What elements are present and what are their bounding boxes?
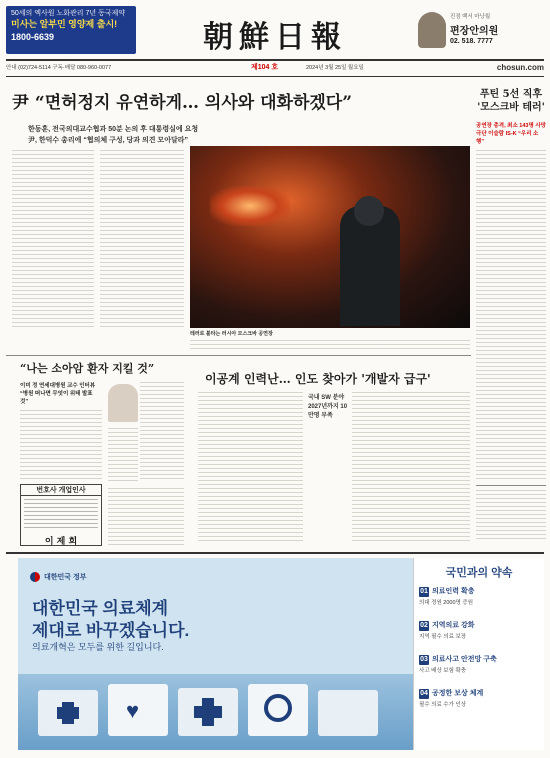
ad-org: 대한민국 정부 [44, 574, 87, 581]
side-headline: 푸틴 5선 직후 '모스크바 테러' [477, 89, 545, 113]
issue-date: 2024년 3월 25일 월요일 [306, 65, 364, 71]
top-rule [6, 59, 544, 61]
heart-icon: ♥ [126, 698, 140, 723]
fortune-phone: 02. 518. 7777 [450, 38, 493, 45]
issue-number: 제104 호 [251, 64, 279, 71]
government-ad[interactable] [18, 558, 413, 750]
info-rule [6, 76, 544, 77]
portrait-photo [418, 12, 446, 48]
promise-heading: 국민과의 약속 [445, 567, 513, 579]
side-story[interactable] [476, 88, 546, 146]
right-column-footer [476, 485, 546, 545]
blocks-area [18, 674, 413, 750]
fortune-name: 편장안의원 [450, 26, 499, 37]
interviewee-photo [108, 384, 138, 422]
promise-title-text: 의료인력 확충 [432, 588, 475, 595]
ad-line-2: 미사는 알부민 영양제 출시! [11, 19, 118, 29]
bottom-rule [6, 552, 544, 554]
ad-line-1: 50세의 엑사원 노화관리 7년 동국제약 [11, 10, 126, 17]
photo-caption-title: 테러로 불타는 러시아 모스크바 공연장 [190, 331, 273, 337]
promise-number: 02 [420, 622, 428, 629]
stethoscope-icon [264, 694, 292, 722]
block-heart [108, 684, 168, 736]
block-medicine [318, 690, 378, 736]
block-medkit [38, 690, 98, 736]
promise-list [414, 584, 544, 720]
newspaper-masthead: 朝鮮日報 [203, 20, 347, 55]
block-stethoscope [248, 684, 308, 736]
side-body [476, 150, 546, 480]
promise-title [419, 655, 539, 665]
side-subhead: 공연장 총격, 최소 143명 사망 극단 이슬람 IS-K “우리 소행” [476, 123, 546, 145]
photo-caption [190, 331, 470, 338]
india-headline[interactable]: 이공계 인력난… 인도 찾아가 '개발자 급구' [205, 372, 431, 386]
ad-headline-1: 대한민국 의료체계 [32, 599, 169, 618]
promise-title [419, 587, 539, 597]
fire-glow [210, 186, 290, 226]
classified-body [24, 499, 98, 531]
promise-item [414, 686, 544, 720]
promise-title-text: 공정한 보상 체계 [432, 690, 484, 697]
info-bar [6, 62, 544, 74]
ad-sub: 의료개혁은 모두를 위한 길입니다. [32, 642, 164, 652]
fortune-ad[interactable] [414, 6, 544, 54]
promise-number: 03 [420, 656, 428, 663]
promise-title-text: 지역의료 강화 [432, 622, 475, 629]
ad-phone: 1800-6639 [11, 32, 55, 42]
photo-caption-lines [190, 340, 470, 350]
promise-number: 04 [420, 690, 428, 697]
promise-desc: 지역 필수 의료 보장 [419, 634, 467, 640]
interview-subhead: 이미 정 연세대병원 교수 인터뷰 “병원 떠나면 무엇이 위태 발표 것” [20, 383, 96, 405]
promise-number: 01 [420, 588, 428, 595]
promise-title [419, 621, 539, 631]
promise-title-text: 의료사고 안전망 구축 [432, 656, 497, 663]
promise-item [414, 652, 544, 686]
main-body-col-2 [100, 150, 184, 330]
interview-body-4 [108, 488, 184, 546]
classified-box[interactable] [20, 484, 102, 546]
main-headline[interactable]: 尹 “면허정지 유연하게… 의사와 대화하겠다” [12, 93, 352, 113]
site-url[interactable]: chosun.com [496, 63, 544, 72]
interview-headline[interactable]: “나는 소아암 환자 지킬 것” [20, 362, 155, 375]
india-body-1 [198, 392, 303, 544]
ad-headline-2: 제대로 바꾸겠습니다. [32, 621, 190, 640]
promise-item [414, 584, 544, 618]
india-body-2 [352, 392, 470, 544]
classified-name: 이 제 희 [44, 537, 78, 547]
cross-horizontal [57, 707, 79, 719]
right-column-footer-body [476, 490, 546, 540]
contact-info: 안내 (02)724-5114 구독·배달 080-960-0077 [6, 65, 112, 71]
promise-title [419, 689, 539, 699]
india-sidebar: 국내 SW 분야 2027년까지 10만명 부족 [308, 395, 348, 419]
interview-body-2 [140, 382, 184, 482]
promise-desc: 사고 배상 보험 확충 [419, 668, 467, 674]
promise-item [414, 618, 544, 652]
taegeuk-icon [30, 572, 40, 582]
mid-rule [6, 355, 471, 356]
main-subhead: 한동훈, 전국의대교수협과 50분 논의 후 대통령실에 요청 尹, 한덕수 총리에 “협의체 구성, 당과 의견 모아달라” [28, 126, 199, 144]
classified-title: 번호사 개업인사 [21, 485, 101, 496]
main-photo[interactable] [190, 146, 470, 328]
fortune-caption: 진점 백서 마낭월 [450, 14, 491, 20]
plus-horizontal [194, 706, 222, 718]
interview-body-1 [20, 410, 102, 480]
promise-desc: 필수 의료 수가 인상 [419, 702, 467, 708]
interview-body-3 [108, 428, 138, 482]
top-left-ad[interactable] [6, 6, 136, 54]
main-body-col-1 [12, 150, 94, 330]
helmet-shape [354, 196, 384, 226]
promise-panel[interactable] [413, 558, 544, 750]
block-plus [178, 688, 238, 736]
promise-desc: 의대 정원 2000명 증원 [419, 600, 474, 606]
